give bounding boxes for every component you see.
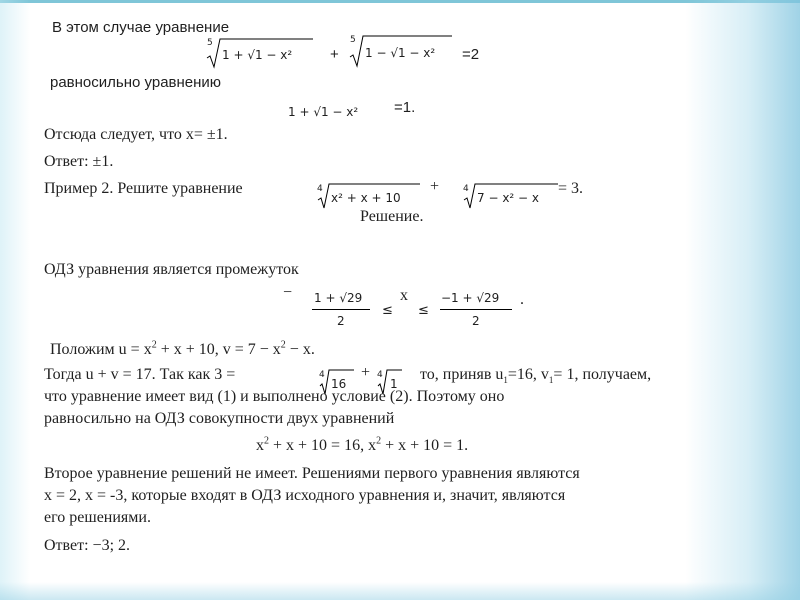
- then-line-2: что уравнение имеет вид (1) и выполнено условие (2). Поэтому оно: [44, 388, 505, 405]
- then-line-a: Тогда u + v = 17. Так как 3 =: [44, 366, 236, 383]
- bottom-gradient-decoration: [0, 582, 800, 600]
- odz-dot: .: [520, 291, 524, 308]
- le-sign-2: ≤: [418, 303, 429, 318]
- example-2-equals: = 3.: [558, 180, 584, 197]
- formula-root5-1-minus: [348, 33, 452, 69]
- top-accent-bar: [0, 0, 800, 3]
- odz-text: ОДЗ уравнения является промежуток: [44, 261, 299, 278]
- odz-minus: −: [283, 284, 293, 301]
- root-body: x² + x + 10: [331, 191, 401, 205]
- fraction-denominator: 2: [337, 314, 345, 328]
- answer-1: Ответ: ±1.: [44, 153, 114, 170]
- root-index: 4: [463, 184, 469, 194]
- root-body: 1 − √1 − x²: [365, 46, 436, 60]
- conclusion-line-1: Второе уравнение решений не имеет. Решениями первого уравнения являются: [44, 465, 580, 482]
- root-index: 5: [350, 35, 356, 45]
- intro-plus: +: [330, 46, 339, 63]
- odz-x: x: [400, 287, 408, 304]
- conclusion-line-2: x = 2, x = -3, которые входят в ОДЗ исходного уравнения и, значит, являются: [44, 487, 566, 504]
- root-index: 5: [207, 38, 213, 48]
- example-2-plus: +: [430, 178, 440, 195]
- final-answer: Ответ: −3; 2.: [44, 537, 131, 554]
- fraction-bar: [440, 309, 512, 310]
- result-follows: Отсюда следует, что x= ±1.: [44, 126, 228, 143]
- root-index: 4: [377, 370, 383, 380]
- system-equations: $x^2 + x + 10 = 16$, $x^2 + x + 10 = 1$.: [256, 435, 469, 454]
- root-index: 4: [319, 370, 325, 380]
- then-line-b: то, приняв $u_1=16$, $v_1= 1$, получаем,: [420, 366, 652, 386]
- fraction-1-plus-root29: [308, 287, 374, 335]
- then-line-3: равносильно на ОДЗ совокупности двух уравнений: [44, 410, 395, 427]
- left-gradient-decoration: [0, 0, 30, 600]
- root-body: 7 − x² − x: [477, 191, 540, 205]
- le-sign-1: ≤: [382, 303, 393, 318]
- fraction-bar: [312, 309, 370, 310]
- root-index: 4: [317, 184, 323, 194]
- intro-equals-1: =1.: [394, 99, 416, 116]
- formula-root4-right: [462, 181, 558, 211]
- fraction-minus1-plus-root29: [436, 287, 516, 335]
- root-body: 1 + √1 − x²: [222, 48, 293, 62]
- intro-line-2: равносильно уравнению: [50, 74, 222, 91]
- fraction-denominator: 2: [472, 314, 480, 328]
- fraction-numerator: −1 + √29: [441, 291, 500, 305]
- intro-line-1: В этом случае уравнение: [52, 19, 230, 36]
- fraction-numerator: 1 + √29: [314, 291, 363, 305]
- solution-heading: Решение.: [360, 208, 424, 225]
- formula-root4-left: [316, 181, 420, 211]
- example-2-label: Пример 2. Решите уравнение: [44, 180, 243, 197]
- formula-body: 1 + √1 − x²: [288, 105, 359, 119]
- conclusion-line-3: его решениями.: [44, 509, 151, 526]
- formula-1-plus-root: [284, 99, 376, 125]
- root-body: 1: [390, 377, 398, 391]
- formula-root5-1-plus: [205, 36, 313, 70]
- intro-equals-2: =2: [462, 46, 480, 63]
- then-plus: +: [361, 364, 371, 381]
- root-body: 16: [331, 377, 347, 391]
- substitution-line: Положим $u = x^2 + x + 10$, $v = 7 - x^2 - x$.: [50, 339, 315, 358]
- right-gradient-decoration: [685, 0, 800, 600]
